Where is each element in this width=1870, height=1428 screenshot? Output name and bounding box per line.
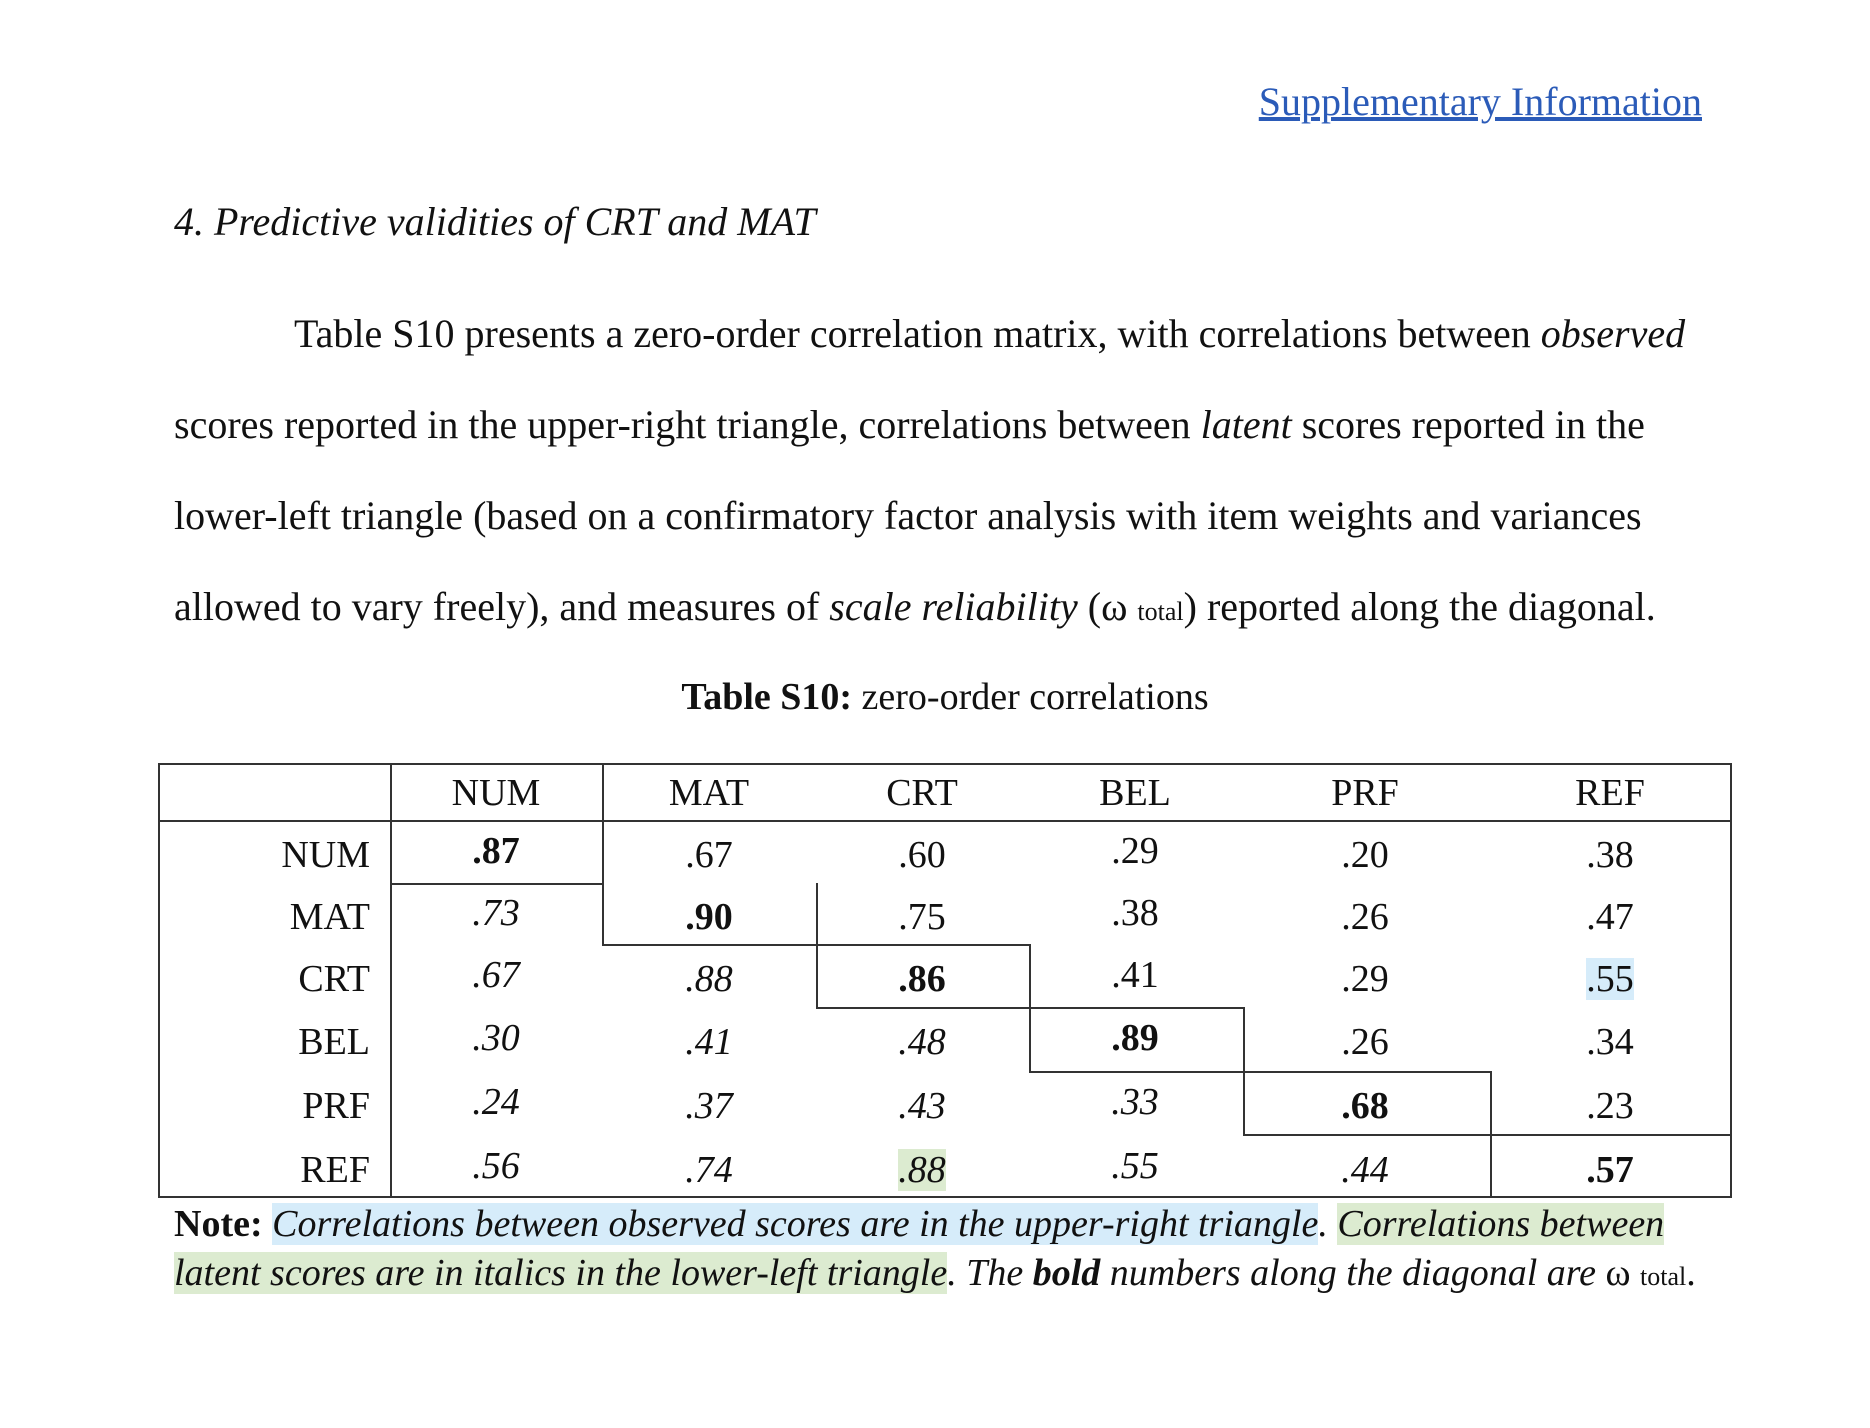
note-text: . The — [947, 1252, 1033, 1294]
table-cell: .86 — [898, 958, 946, 1000]
diagonal-separator — [602, 944, 816, 946]
supplementary-information-link[interactable]: Supplementary Information — [1258, 79, 1702, 124]
table-cell: .67 — [472, 954, 520, 996]
table-cell: .73 — [472, 892, 520, 934]
table-cell: .74 — [685, 1149, 733, 1191]
diagonal-separator — [390, 883, 602, 885]
column-header-prf: PRF — [1331, 772, 1399, 814]
note-end: . — [1686, 1252, 1696, 1294]
table-cell: .29 — [1341, 958, 1389, 1000]
table-cell: .43 — [898, 1085, 946, 1127]
diagonal-separator — [816, 944, 818, 1007]
table-caption-label: Table S10: — [681, 676, 853, 718]
paragraph-text-4: (ω — [1077, 584, 1138, 629]
note-observed-sentence: Correlations between observed scores are in the upper-right triangle — [272, 1203, 1319, 1245]
row-label-prf: PRF — [302, 1085, 370, 1127]
note-latent-sentence: Correlations between latent scores are in italics in the lower-left triangle — [174, 1203, 1665, 1294]
row-label-num: NUM — [281, 834, 370, 876]
paragraph-text-1: Table S10 presents a zero-order correlation matrix, with correlations between — [294, 311, 1541, 356]
column-header-mat: MAT — [668, 772, 750, 814]
diagonal-separator — [1243, 1071, 1490, 1073]
table-cell: .57 — [1586, 1149, 1634, 1191]
diagonal-separator — [816, 944, 1029, 946]
column-header-crt: CRT — [886, 772, 958, 814]
table-cell: .41 — [1111, 954, 1159, 996]
paragraph-emphasis-observed: observed — [1540, 311, 1686, 356]
table-cell: .41 — [685, 1021, 733, 1063]
section-heading: 4. Predictive validities of CRT and MAT — [174, 199, 816, 244]
table-cell: .75 — [898, 896, 946, 938]
highlighted-value: .88 — [898, 1149, 946, 1191]
table-cell: .44 — [1341, 1149, 1389, 1191]
table-cell: .56 — [472, 1145, 520, 1187]
paragraph-text-2: scores reported in the upper-right triangle, correlations between — [174, 402, 1201, 447]
diagonal-separator — [1029, 1071, 1243, 1073]
table-cell: .48 — [898, 1021, 946, 1063]
diagonal-separator — [816, 1007, 1029, 1009]
body-paragraph — [174, 288, 1714, 657]
table-caption-text: zero-order correlations — [852, 676, 1209, 718]
note-omega: ω — [1605, 1252, 1631, 1294]
diagonal-separator — [816, 883, 818, 944]
row-label-crt: CRT — [298, 958, 370, 1000]
table-cell: .60 — [898, 834, 946, 876]
table-cell: .34 — [1586, 1021, 1634, 1063]
note-bold-word: bold — [1032, 1252, 1101, 1294]
table-cell: .30 — [472, 1017, 520, 1059]
table-cell: .90 — [685, 896, 733, 938]
note-label: Note: — [174, 1203, 263, 1245]
column-header-num: NUM — [451, 772, 541, 814]
table-cell: .47 — [1586, 896, 1634, 938]
paragraph-text-5: ) reported along the diagonal. — [1183, 584, 1656, 629]
header-column-rule — [602, 765, 604, 820]
table-cell: .37 — [685, 1085, 733, 1127]
table-cell: .87 — [472, 830, 520, 872]
table-caption — [0, 675, 1870, 719]
table-row-label-rule — [390, 765, 392, 1198]
highlighted-value: .55 — [1586, 958, 1634, 1000]
table-cell: .68 — [1341, 1085, 1389, 1127]
note-separator: . — [1318, 1203, 1338, 1245]
paragraph-emphasis-scale-reliability: scale reliability — [829, 584, 1078, 629]
diagonal-separator — [602, 883, 604, 944]
note-text-2: numbers along the diagonal are — [1100, 1252, 1606, 1294]
table-header-rule — [160, 820, 1730, 822]
table-cell: .55 — [1111, 1145, 1159, 1187]
table-note — [174, 1200, 1714, 1301]
table-cell: .38 — [1111, 892, 1159, 934]
table-cell: .88 — [685, 958, 733, 1000]
column-header-ref: REF — [1575, 772, 1645, 814]
table-cell: .29 — [1111, 830, 1159, 872]
note-omega-subscript: total — [1640, 1262, 1687, 1291]
diagonal-separator — [1029, 1007, 1243, 1009]
table-cell: .38 — [1586, 834, 1634, 876]
table-cell: .33 — [1111, 1081, 1159, 1123]
paragraph-emphasis-latent: latent — [1200, 402, 1292, 447]
row-label-mat: MAT — [289, 896, 370, 938]
table-cell: .67 — [685, 834, 733, 876]
table-cell: .23 — [1586, 1085, 1634, 1127]
paragraph-text-3: scores reported in the lower-left triangle (based on a confirmatory factor analysis with item weights and variances allowed to vary freely), and measures of — [174, 402, 1645, 629]
diagonal-separator — [602, 820, 604, 883]
table-cell: .20 — [1341, 834, 1389, 876]
row-label-ref: REF — [300, 1149, 370, 1191]
table-cell: .89 — [1111, 1017, 1159, 1059]
diagonal-separator — [1490, 1134, 1732, 1136]
correlation-table — [158, 763, 1732, 1198]
table-cell: .24 — [472, 1081, 520, 1123]
table-cell: .26 — [1341, 896, 1389, 938]
row-label-bel: BEL — [298, 1021, 370, 1063]
table-cell-highlighted — [1510, 957, 1710, 1001]
table-cell: .26 — [1341, 1021, 1389, 1063]
paragraph-omega-subscript: total — [1137, 597, 1184, 626]
column-header-bel: BEL — [1099, 772, 1171, 814]
diagonal-separator — [1243, 1134, 1490, 1136]
table-cell-highlighted — [822, 1148, 1022, 1192]
